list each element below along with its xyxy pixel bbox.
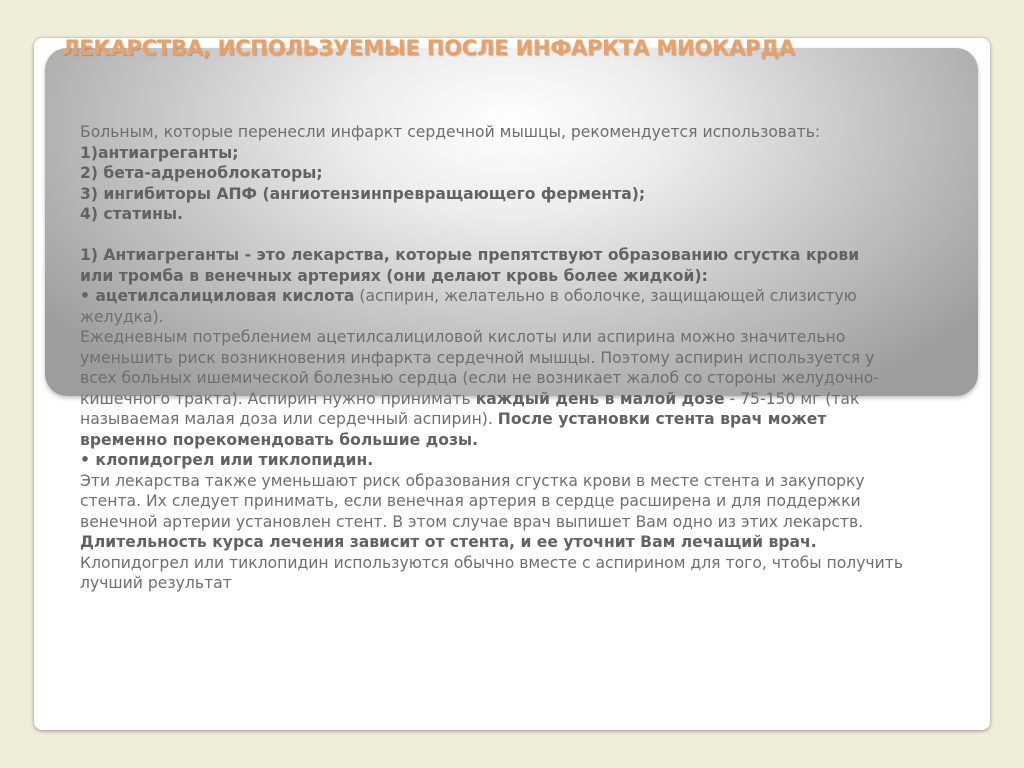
paragraph-line: называемая малая доза или сердечный аспирин). После установки стента врач может [80, 410, 827, 428]
list-item: 1)антиагреганты; [80, 143, 239, 162]
slide-body [80, 122, 980, 594]
section-heading: или тромба в венечных артериях (они делают кровь более жидкой): [80, 266, 708, 285]
aspirin-bullet-cont: желудка). [80, 307, 164, 326]
clopidogrel-bullet: • клопидогрел или тиклопидин. [80, 451, 374, 469]
paragraph-line: уменьшить риск возникновения инфаркта сердечной мышцы. Поэтому аспирин используется у [80, 348, 875, 367]
paragraph-line: кишечного тракта). Аспирин нужно принимать каждый день в малой дозе - 75-150 мг (так [80, 389, 860, 408]
paragraph-line: всех больных ишемической болезнью сердца (если не возникает жалоб со стороны желудочно- [80, 369, 879, 387]
spacer [80, 225, 980, 246]
paragraph-line: Клопидогрел или тиклопидин используются обычно вместе с аспирином для того, чтобы получить [80, 553, 904, 572]
paragraph-line: стента. Их следует принимать, если венечная артерия в сердце расширена и для поддержки [80, 492, 861, 510]
section-heading: 1) Антиагреганты - это лекарства, которые препятствуют образованию сгустка крови [80, 246, 860, 264]
list-item: 4) статины. [80, 205, 183, 223]
paragraph-line: Эти лекарства также уменьшают риск образования сгустка крови в месте стента и закупорку [80, 471, 865, 490]
paragraph-line: венечной артерии установлен стент. В этом случае врач выпишет Вам одно из этих лекарств. [80, 512, 864, 531]
aspirin-bullet: • ацетилсалициловая кислота (аспирин, желательно в оболочке, защищающей слизистую [80, 287, 857, 305]
paragraph-line: Длительность курса лечения зависит от стента, и ее уточнит Вам лечащий врач. [80, 533, 817, 551]
list-item: 3) ингибиторы АПФ (ангиотензинпревращающего фермента); [80, 184, 646, 203]
list-item: 2) бета-адреноблокаторы; [80, 164, 323, 182]
intro-text: Больным, которые перенесли инфаркт сердечной мышцы, рекомендуется использовать: [80, 123, 821, 141]
paragraph-line: временно порекомендовать большие дозы. [80, 430, 479, 449]
paragraph-line: лучший результат [80, 574, 232, 592]
slide-title: ЛЕКАРСТВА, ИСПОЛЬЗУЕМЫЕ ПОСЛЕ ИНФАРКТА МИОКАРДА [62, 36, 795, 60]
paragraph-line: Ежедневным потреблением ацетилсалициловой кислоты или аспирина можно значительно [80, 328, 846, 346]
